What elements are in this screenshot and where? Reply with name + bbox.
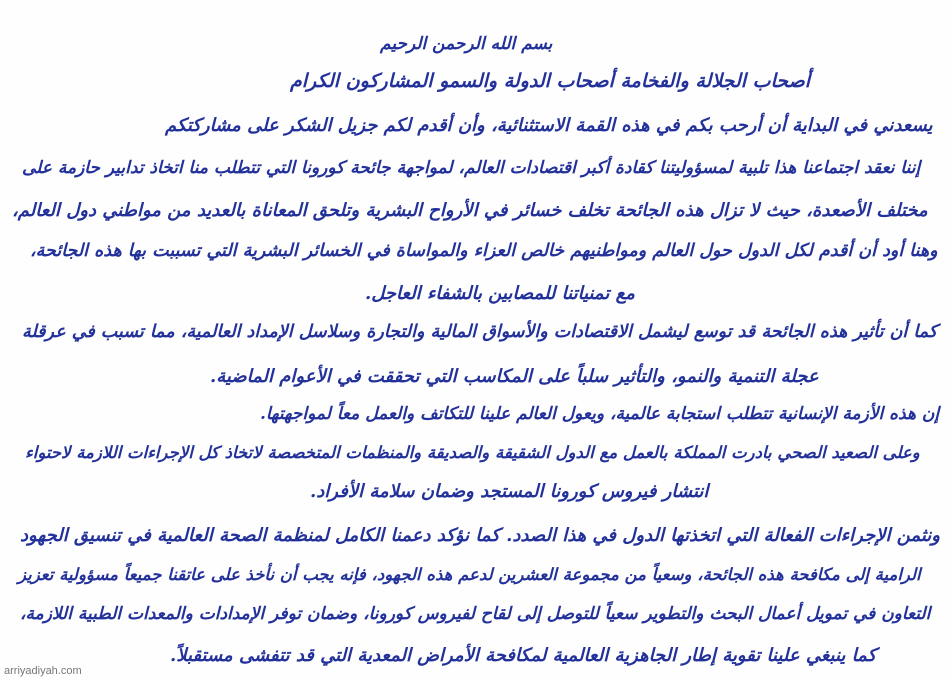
letter-line: مختلف الأصعدة، حيث لا تزال هذه الجائحة تخلف خسائر في الأرواح البشرية وتلحق المعاناة بالعديد من مواطني دول العالم، (12, 200, 928, 221)
letter-line: إننا نعقد اجتماعنا هذا تلبية لمسؤوليتنا كقادة أكبر اقتصادات العالم، لمواجهة جائحة كورونا التي تتطلب منا اتخاذ تدابير حازمة على (22, 158, 921, 178)
letter-line: عجلة التنمية والنمو، والتأثير سلباً على المكاسب التي تحققت في الأعوام الماضية. (210, 366, 819, 387)
letter-line: ونثمن الإجراءات الفعالة التي اتخذتها الدول في هذا الصدد. كما نؤكد دعمنا الكامل لمنظمة الصحة العالمية في تنسيق الجهود (20, 525, 940, 546)
letter-line: كما ينبغي علينا تقوية إطار الجاهزية العالمية لمكافحة الأمراض المعدية التي قد تتفشى مستقبلاً. (170, 645, 877, 666)
letter-line: مع تمنياتنا للمصابين بالشفاء العاجل. (365, 283, 635, 304)
letter-line: كما أن تأثير هذه الجائحة قد توسع ليشمل الاقتصادات والأسواق المالية والتجارة وسلاسل الإمداد العالمية، مما تسبب في عرقلة (22, 322, 938, 342)
letter-line: إن هذه الأزمة الإنسانية تتطلب استجابة عالمية، ويعول العالم علينا للتكاتف والعمل معاً لمواجهتها. (260, 404, 940, 424)
source-watermark: arriyadiyah.com (4, 665, 82, 677)
letter-line: وعلى الصعيد الصحي بادرت المملكة بالعمل مع الدول الشقيقة والصديقة والمنظمات المتخصصة لاتخاذ كل الإجراءات اللازمة لاحتواء (25, 443, 920, 462)
salutation: أصحاب الجلالة والفخامة أصحاب الدولة والسمو المشاركون الكرام (290, 70, 810, 92)
letter-line: الرامية إلى مكافحة هذه الجائحة، وسعياً من مجموعة العشرين لدعم هذه الجهود، فإنه يجب أن نأخذ على عاتقنا جميعاً مسؤولية تعزيز (18, 565, 921, 584)
letter-line: وهنا أود أن أقدم لكل الدول حول العالم ومواطنيهم خالص العزاء والمواساة في الخسائر البشرية التي تسببت بها هذه الجائحة، (30, 241, 938, 261)
basmala: بسم الله الرحمن الرحيم (380, 34, 553, 54)
letter-line: انتشار فيروس كورونا المستجد وضمان سلامة الأفراد. (310, 481, 709, 502)
letter-line: يسعدني في البداية أن أرحب بكم في هذه القمة الاستثنائية، وأن أقدم لكم جزيل الشكر على مشاركتكم (165, 115, 933, 136)
letter-line: التعاون في تمويل أعمال البحث والتطوير سعياً للتوصل إلى لقاح لفيروس كورونا، وضمان توفر الإمدادات والمعدات الطبية اللازمة، (20, 604, 931, 624)
